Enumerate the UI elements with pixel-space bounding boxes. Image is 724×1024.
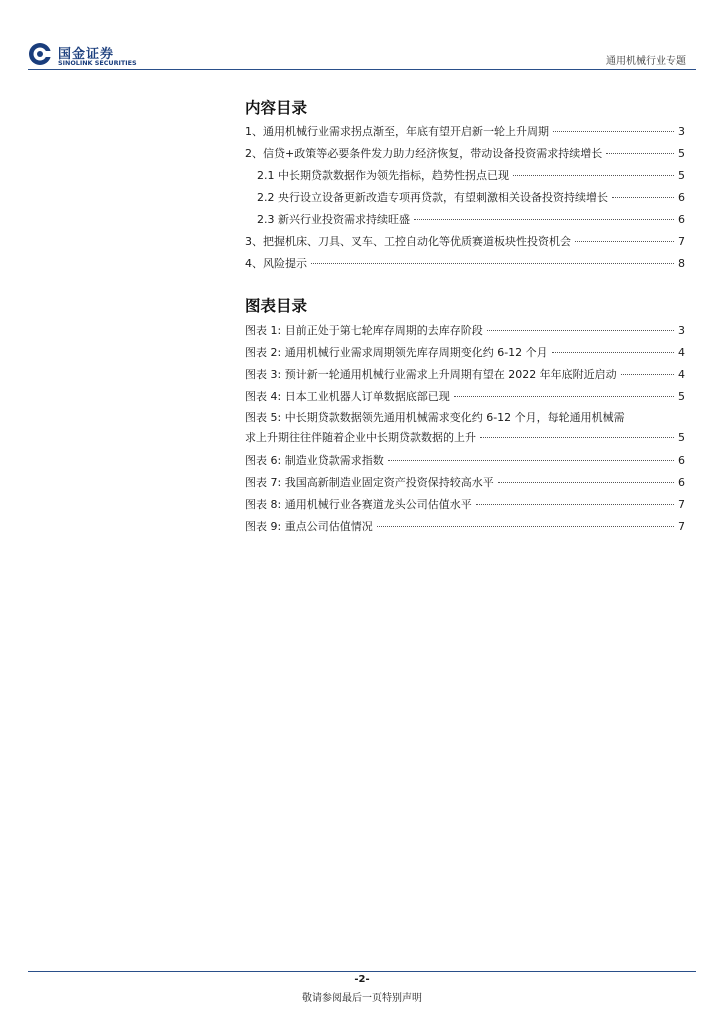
disclaimer-notice: 敬请参阅最后一页特别声明 [302,993,422,1004]
figure-item[interactable] [245,408,685,450]
dot-leader [575,241,674,242]
contents-list [245,121,685,275]
figure-item-page: 4 [678,368,685,381]
toc-item-page: 8 [678,257,685,270]
toc-item[interactable] [245,121,685,143]
toc-item-label: 3、把握机床、刀具、叉车、工控自动化等优质赛道板块性投资机会 [245,231,573,253]
figure-item[interactable] [245,450,685,472]
figures-title: 图表目录 [245,297,308,315]
dot-leader [388,460,674,461]
dot-leader [414,219,674,220]
dot-leader [377,526,674,527]
figure-item[interactable] [245,494,685,516]
figure-item-label: 图表 8: 通用机械行业各赛道龙头公司估值水平 [245,494,474,516]
figure-item-label: 图表 7: 我国高新制造业固定资产投资保持较高水平 [245,472,496,494]
dot-leader [480,437,674,438]
figure-item[interactable] [245,516,685,538]
toc-item-label: 2、信贷+政策等必要条件发力助力经济恢复，带动设备投资需求持续增长 [245,143,604,165]
figure-item-label: 图表 6: 制造业贷款需求指数 [245,450,386,472]
figure-item-page: 6 [678,454,685,467]
figure-item-page: 5 [678,431,685,444]
company-logo [28,40,138,70]
toc-item[interactable] [245,253,685,275]
figure-item-label: 图表 2: 通用机械行业需求周期领先库存周期变化约 6-12 个月 [245,342,550,364]
figure-item[interactable] [245,472,685,494]
toc-item-page: 3 [678,125,685,138]
figure-item[interactable] [245,342,685,364]
toc-item[interactable] [245,209,685,231]
page-header [0,0,724,70]
figure-item[interactable] [245,320,685,342]
dot-leader [476,504,674,505]
figure-item-label: 图表 5: 中长期贷款数据领先通用机械需求变化约 6-12 个月，每轮通用机械需 [245,411,625,424]
figure-item-label: 图表 9: 重点公司估值情况 [245,516,375,538]
figure-item-page: 3 [678,324,685,337]
toc-item-label: 1、通用机械行业需求拐点渐至，年底有望开启新一轮上升周期 [245,121,551,143]
dot-leader [311,263,674,264]
dot-leader [454,396,674,397]
figure-item-page: 5 [678,390,685,403]
dot-leader [553,131,674,132]
figure-item-page: 7 [678,498,685,511]
dot-leader [498,482,674,483]
toc-item-label: 4、风险提示 [245,253,309,275]
toc-item-page: 6 [678,213,685,226]
dot-leader [612,197,674,198]
dot-leader [552,352,674,353]
figures-list [245,320,685,538]
toc-item-page: 5 [678,169,685,182]
toc-item[interactable] [245,143,685,165]
figure-item-label-cont: 求上升期往往伴随着企业中长期贷款数据的上升 [245,428,478,448]
contents-title: 内容目录 [245,99,308,117]
toc-item[interactable] [245,187,685,209]
toc-item-page: 5 [678,147,685,160]
dot-leader [606,153,674,154]
toc-item-label: 2.3 新兴行业投资需求持续旺盛 [257,209,412,231]
figure-item-label: 图表 3: 预计新一轮通用机械行业需求上升周期有望在 2022 年年底附近启动 [245,364,619,386]
figure-item[interactable] [245,386,685,408]
report-type: 通用机械行业专题 [606,56,686,67]
page-number: -2- [354,974,370,985]
logo-text-en: SINOLINK SECURITIES [58,59,137,67]
dot-leader [621,374,674,375]
figure-item-page: 6 [678,476,685,489]
figure-item-page: 7 [678,520,685,533]
toc-item-label: 2.1 中长期贷款数据作为领先指标，趋势性拐点已现 [257,165,511,187]
toc-item-page: 7 [678,235,685,248]
dot-leader [513,175,674,176]
figure-item[interactable] [245,364,685,386]
dot-leader [487,330,674,331]
logo-text-cn: 国金证券 [58,47,115,62]
figure-item-label: 图表 4: 日本工业机器人订单数据底部已现 [245,386,452,408]
footer-divider [28,971,696,972]
toc-item[interactable] [245,165,685,187]
toc-item[interactable] [245,231,685,253]
figure-item-page: 4 [678,346,685,359]
toc-item-page: 6 [678,191,685,204]
header-divider [28,69,696,70]
figure-item-label: 图表 1: 目前正处于第七轮库存周期的去库存阶段 [245,320,485,342]
logo-mark-icon [28,42,52,66]
toc-item-label: 2.2 央行设立设备更新改造专项再贷款，有望刺激相关设备投资持续增长 [257,187,610,209]
